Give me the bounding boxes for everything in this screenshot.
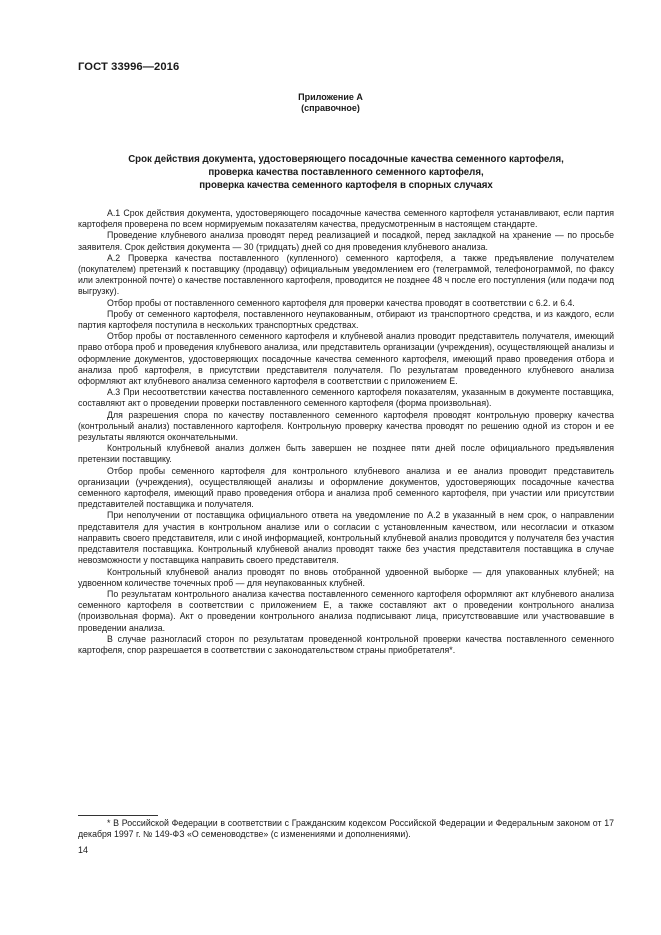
section-title-line-2: проверка качества поставленного семенного картофеля, <box>208 167 484 178</box>
footnote-divider <box>78 815 158 816</box>
section-title-line-3: проверка качества семенного картофеля в спорных случаях <box>199 180 493 191</box>
paragraph-a1: А.1 Срок действия документа, удостоверяющего посадочные качества семенного картофеля устанавливают, если партия картофеля проверена по всем нормируемым показателям качества, предусмотренным в настоящем стандарте. <box>78 208 614 230</box>
footnote-text: * В Российской Федерации в соответствии с Гражданским кодексом Российской Федерации и Федеральным законом от 17 декабря 1997 г. № 149-ФЗ «О семеноводстве» (с изменениями и дополнениями). <box>78 818 614 840</box>
paragraph: Отбор пробы от поставленного семенного картофеля для проверки качества проводят в соответствии с 6.2. и 6.4. <box>107 297 575 308</box>
standard-header: ГОСТ 33996—2016 <box>78 61 180 73</box>
paragraph: Отбор пробы от поставленного семенного картофеля и клубневой анализ проводит представитель получателя, имеющий право отбора проб и проведения клубневого анализа, или представитель организации (учреждения), осуществляющей анализы и оформление документов, удостоверяющих посадочные качества семенного картофеля, имеющий право проведения отбора и анализа проб картофеля, в присутствии представителя получателя. По результатам проведенного клубневого анализа оформляют акт клубневого анализа семенного картофеля в соответствии с приложением Е. <box>78 331 614 387</box>
paragraph: Пробу от семенного картофеля, поставленного неупакованным, отбирают из транспортного средства, и из каждого, если партия картофеля поступила в нескольких транспортных средствах. <box>78 308 614 331</box>
annex-title: Приложение А <box>298 92 363 102</box>
paragraph-a2: А.2 Проверка качества поставленного (купленного) семенного картофеля, а также предъявление получателем (покупателем) претензий к поставщику (продавцу) официальным уведомлением его (телеграммой, телефонограммой, по факсу или электронной почте) о качестве поставленного картофеля, проводится не позднее 48 ч после его поступления (или подачи под выгрузку). <box>78 252 614 297</box>
annex-heading <box>0 92 661 114</box>
page-number: 14 <box>78 845 89 855</box>
annex-subtitle: (справочное) <box>301 103 360 113</box>
paragraph-a3: А.3 При несоответствии качества поставленного семенного картофеля показателям, указанным в документе поставщика, составляют акт о проведении проверки поставленного семенного картофеля (форма произвольная). <box>78 387 614 409</box>
section-title-line-1: Срок действия документа, удостоверяющего посадочные качества семенного картофеля, <box>128 154 564 165</box>
paragraph: В случае разногласий сторон по результатам проведенной контрольной проверки качества поставленного семенного картофеля, спор разрешается в соответствии с законодательством страны приобретателя*. <box>78 633 614 655</box>
footnote <box>78 818 614 840</box>
section-title <box>78 153 614 192</box>
document-body <box>78 208 614 656</box>
paragraph: Для разрешения спора по качеству поставленного семенного картофеля проводят контрольную проверку качества (контрольный анализ) поставленного картофеля. Контрольную проверку качества проводят по решению одной из сторон и ее результаты являются окончательными. <box>78 409 614 443</box>
paragraph: При неполучении от поставщика официального ответа на уведомление по А.2 в указанный в нем срок, о направлении представителя для участия в контрольном анализе или о согласии с установленным качеством, или несогласии и отказом направить своего представителя, или с иной информацией, контрольный клубневой анализ проводится у получателя без участия представителя поставщика. Контрольный клубневой анализ проводят также без участия представителя поставщика в случае невозможности у поставщика направить своего представителя. <box>78 510 614 566</box>
paragraph: Отбор пробы семенного картофеля для контрольного клубневого анализа и ее анализ проводит представитель организации (учреждения), осуществляющей анализы и оформление документов, удостоверяющих посадочные качества семенного картофеля, имеющий право проведения отбора и анализа проб семенного картофеля, при участии или присутствии представителей поставщика и получателя. <box>78 465 614 510</box>
paragraph: Проведение клубневого анализа проводят перед реализацией и посадкой, перед закладкой на хранение — по просьбе заявителя. Срок действия документа — 30 (тридцать) дней со дня проведения клубневого анализа. <box>78 230 614 252</box>
paragraph: Контрольный клубневой анализ должен быть завершен не позднее пяти дней после официального предъявления претензии поставщику. <box>78 443 614 465</box>
paragraph: Контрольный клубневой анализ проводят по вновь отобранной удвоенной выборке — для упакованных клубней; на удвоенном количестве точечных проб — для неупакованных клубней. <box>78 566 614 588</box>
paragraph: По результатам контрольного анализа качества поставленного семенного картофеля оформляют акт клубневого анализа семенного картофеля в соответствии с приложением Е, а также составляют акт о проведении контрольного анализа (произвольная форма). Акт о проведении контрольного анализа подписывают лица, присутствовавшие или участвовавшие в проведении анализа. <box>78 588 614 633</box>
